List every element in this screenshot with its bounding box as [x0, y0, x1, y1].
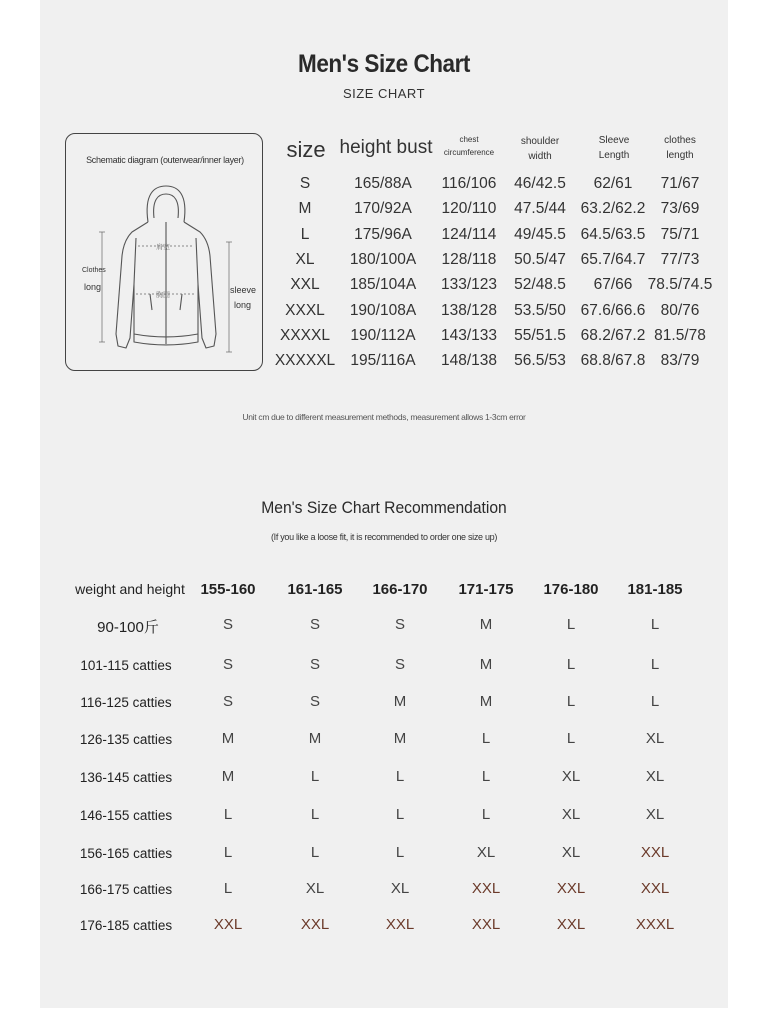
- weight-row-label: 101-115 catties: [80, 658, 172, 673]
- recommended-size-cell: M: [393, 693, 407, 710]
- recommended-size-cell: L: [566, 730, 576, 747]
- recommended-size-cell: L: [223, 806, 233, 823]
- weight-row-label: 146-155 catties: [79, 808, 173, 823]
- recommended-size-cell: M: [308, 730, 322, 747]
- clothes-length-cell: 80/76: [660, 301, 700, 319]
- header-size: size: [286, 137, 326, 162]
- jacket-illustration: [66, 134, 264, 372]
- recommended-size-cell: XXL: [556, 916, 586, 933]
- sleeve-cell: 63.2/62.2: [580, 200, 646, 218]
- weight-row-label: 176-185 catties: [79, 918, 173, 933]
- recommended-size-cell: L: [310, 806, 320, 823]
- recommended-size-cell: L: [223, 844, 233, 861]
- shoulder-cell: 56.5/53: [514, 352, 566, 370]
- recommended-size-cell: XXL: [385, 916, 415, 933]
- schematic-caption: Schematic diagram (outerwear/inner layer): [86, 155, 244, 165]
- clothes-length-cell: 78.5/74.5: [647, 276, 713, 294]
- recommended-size-cell: L: [395, 806, 405, 823]
- recommended-size-cell: XL: [390, 880, 410, 897]
- header-sleeve-line2: Length: [598, 150, 630, 161]
- header-clothes-length: [648, 133, 712, 163]
- recommended-size-cell: XL: [305, 880, 325, 897]
- weight-row-label: 90-100斤: [97, 619, 159, 636]
- shoulder-cell: 55/51.5: [514, 326, 566, 344]
- measurement-note: Unit cm due to different measurement methods, measurement allows 1-3cm error: [242, 412, 526, 422]
- sleeve-cell: 62/61: [593, 175, 633, 192]
- chest-cell: 120/110: [441, 200, 497, 218]
- height-bust-cell: 185/104A: [349, 276, 417, 294]
- chest-label: 胸围: [156, 292, 170, 299]
- recommendation-corner-header: weight and height: [75, 581, 185, 597]
- header-chest: [434, 133, 504, 159]
- recommended-size-cell: M: [479, 656, 493, 673]
- height-bust-cell: 180/100A: [349, 250, 417, 268]
- size-cell: S: [299, 175, 311, 192]
- shoulder-cell: 46/42.5: [514, 175, 566, 192]
- header-sleeve: [580, 133, 648, 163]
- page-title: Men's Size Chart: [298, 50, 470, 78]
- recommended-size-cell: XXL: [640, 844, 670, 861]
- recommended-size-cell: M: [393, 730, 407, 747]
- size-cell: L: [300, 225, 310, 243]
- clothes-length-cell: 77/73: [660, 250, 700, 268]
- recommended-size-cell: XXL: [213, 916, 243, 933]
- header-clothes-line2: length: [666, 150, 694, 161]
- recommended-size-cell: XL: [561, 768, 581, 785]
- size-cell: XL: [295, 250, 315, 268]
- recommended-size-cell: XXXL: [635, 916, 675, 933]
- recommended-size-cell: S: [309, 656, 320, 673]
- weight-row-label: 156-165 catties: [79, 846, 173, 861]
- size-cell: XXXL: [285, 301, 325, 319]
- sleeve-cell: 68.2/67.2: [580, 326, 646, 344]
- header-chest-line1: chest: [459, 135, 479, 144]
- recommended-size-cell: S: [394, 656, 405, 673]
- sleeve-cell: 68.8/67.8: [580, 352, 646, 370]
- header-height-bust: height bust: [339, 137, 433, 158]
- sleeve-long-label: long: [234, 300, 252, 310]
- recommended-size-cell: M: [479, 616, 493, 633]
- header-clothes-line1: clothes: [664, 135, 696, 146]
- chest-cell: 133/123: [440, 276, 498, 294]
- shoulder-label: 肩宽: [156, 244, 170, 251]
- size-chart-panel: [40, 0, 728, 1008]
- size-cell: M: [298, 200, 312, 218]
- recommended-size-cell: L: [566, 656, 576, 673]
- recommended-size-cell: L: [223, 880, 233, 897]
- recommended-size-cell: M: [221, 730, 235, 747]
- recommended-size-cell: L: [566, 616, 576, 633]
- chest-cell: 128/118: [441, 250, 497, 268]
- header-shoulder: [508, 134, 572, 164]
- recommended-size-cell: XXL: [640, 880, 670, 897]
- height-bust-cell: 195/116A: [350, 352, 416, 370]
- clothes-length-cell: 71/67: [660, 175, 700, 192]
- weight-row-label: 166-175 catties: [79, 882, 173, 897]
- recommended-size-cell: S: [309, 616, 320, 633]
- recommendation-subtitle: (If you like a loose fit, it is recommended to order one size up): [270, 532, 498, 542]
- sleeve-cell: 64.5/63.5: [580, 225, 646, 243]
- chest-cell: 143/133: [440, 326, 498, 344]
- recommended-size-cell: L: [650, 693, 660, 710]
- recommended-size-cell: S: [222, 616, 233, 633]
- header-shoulder-line1: shoulder: [520, 136, 560, 147]
- shoulder-cell: 53.5/50: [514, 301, 566, 319]
- recommended-size-cell: S: [394, 616, 405, 633]
- height-bust-cell: 190/108A: [349, 301, 417, 319]
- recommended-size-cell: L: [481, 806, 491, 823]
- recommended-size-cell: L: [481, 768, 491, 785]
- clothes-length-cell: 73/69: [660, 200, 700, 218]
- recommended-size-cell: S: [222, 656, 233, 673]
- size-cell: XXL: [290, 276, 320, 294]
- clothes-length-cell: 81.5/78: [654, 326, 706, 344]
- recommended-size-cell: XL: [645, 768, 665, 785]
- clothes-length-cell: 75/71: [660, 225, 700, 243]
- height-bust-cell: 190/112A: [350, 326, 416, 344]
- chest-cell: 138/128: [440, 301, 498, 319]
- recommended-size-cell: XXL: [471, 880, 501, 897]
- page-subtitle: SIZE CHART: [342, 86, 426, 101]
- height-column-header: 171-175: [458, 581, 514, 598]
- clothes-label: Clothes: [82, 267, 106, 274]
- shoulder-cell: 50.5/47: [514, 250, 566, 268]
- sleeve-label: sleeve: [230, 285, 257, 295]
- recommended-size-cell: XL: [561, 806, 581, 823]
- height-column-header: 166-170: [372, 581, 428, 598]
- height-bust-cell: 170/92A: [354, 200, 412, 218]
- shoulder-cell: 49/45.5: [514, 225, 566, 243]
- chest-cell: 116/106: [441, 175, 497, 192]
- weight-row-label: 136-145 catties: [79, 770, 173, 785]
- recommended-size-cell: L: [566, 693, 576, 710]
- recommended-size-cell: XXL: [300, 916, 330, 933]
- recommended-size-cell: XL: [561, 844, 581, 861]
- recommended-size-cell: XXL: [556, 880, 586, 897]
- height-column-header: 155-160: [200, 581, 256, 598]
- height-column-header: 176-180: [543, 581, 599, 598]
- schematic-diagram: [65, 133, 263, 371]
- shoulder-cell: 52/48.5: [514, 276, 566, 294]
- sleeve-cell: 67/66: [593, 276, 633, 294]
- recommended-size-cell: M: [221, 768, 235, 785]
- recommended-size-cell: L: [395, 844, 405, 861]
- recommended-size-cell: L: [310, 844, 320, 861]
- recommended-size-cell: XL: [476, 844, 496, 861]
- recommended-size-cell: L: [310, 768, 320, 785]
- height-bust-cell: 165/88A: [354, 175, 412, 192]
- clothes-length-cell: 83/79: [660, 352, 700, 370]
- recommended-size-cell: XXL: [471, 916, 501, 933]
- header-chest-line2: circumference: [443, 148, 495, 157]
- chest-cell: 124/114: [441, 225, 497, 243]
- chest-cell: 148/138: [440, 352, 498, 370]
- recommended-size-cell: L: [395, 768, 405, 785]
- weight-row-label: 116-125 catties: [80, 695, 172, 710]
- recommended-size-cell: S: [222, 693, 233, 710]
- clothes-long-label: long: [84, 282, 102, 292]
- recommended-size-cell: XL: [645, 730, 665, 747]
- sleeve-cell: 67.6/66.6: [580, 301, 646, 319]
- header-shoulder-line2: width: [528, 151, 552, 162]
- sleeve-cell: 65.7/64.7: [580, 250, 646, 268]
- weight-row-label: 126-135 catties: [79, 732, 173, 747]
- recommended-size-cell: M: [479, 693, 493, 710]
- recommended-size-cell: XL: [645, 806, 665, 823]
- recommended-size-cell: L: [650, 616, 660, 633]
- recommended-size-cell: S: [309, 693, 320, 710]
- size-cell: XXXXL: [280, 326, 330, 344]
- recommended-size-cell: L: [650, 656, 660, 673]
- height-bust-cell: 175/96A: [354, 225, 412, 243]
- shoulder-cell: 47.5/44: [514, 200, 566, 218]
- height-column-header: 161-165: [287, 581, 343, 598]
- recommendation-title: Men's Size Chart Recommendation: [261, 498, 507, 517]
- size-cell: XXXXXL: [274, 352, 336, 370]
- header-sleeve-line1: Sleeve: [598, 135, 630, 146]
- recommended-size-cell: L: [481, 730, 491, 747]
- height-column-header: 181-185: [627, 581, 683, 598]
